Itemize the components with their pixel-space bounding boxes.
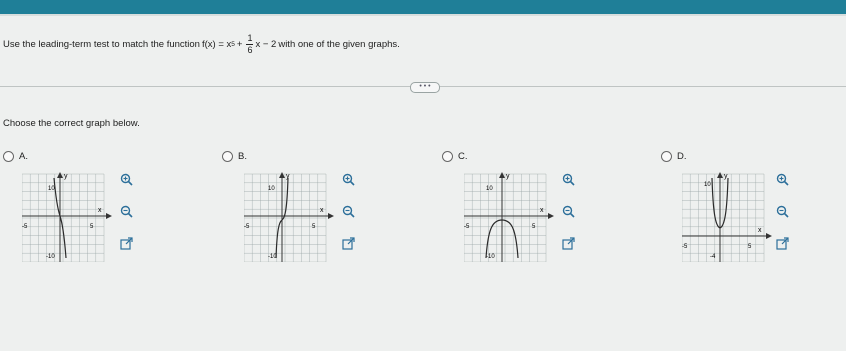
zoom-in-icon[interactable] [342, 173, 355, 186]
graph-a-y-label: y [64, 173, 68, 180]
graph-b-y-bottom: -10 [268, 254, 277, 260]
graph-a-y-top: 10 [48, 186, 55, 192]
radio-b[interactable] [222, 151, 233, 162]
graph-c-y-top: 10 [486, 186, 493, 192]
question-outro: with one of the given graphs. [278, 39, 400, 50]
graph-d-y-bottom: -4 [710, 254, 716, 260]
graph-a-grid [22, 174, 104, 262]
open-graph-icon[interactable] [776, 237, 789, 250]
graph-c-y-arrow [499, 172, 505, 178]
function-fraction [246, 34, 253, 55]
option-a-label: A. [19, 151, 28, 162]
graph-b-x-label: x [320, 207, 324, 214]
option-d[interactable] [661, 151, 687, 162]
radio-a[interactable] [3, 151, 14, 162]
expand-button[interactable]: • • • [410, 82, 440, 93]
option-b-label: B. [238, 151, 247, 162]
graph-c-x-left: -5 [464, 224, 470, 230]
graph-d-x-left: -5 [682, 244, 688, 250]
graph-c-y-label: y [506, 173, 510, 180]
graph-a-x-arrow [106, 213, 112, 219]
function-expression [202, 34, 276, 55]
open-graph-icon[interactable] [120, 237, 133, 250]
graph-b-y-top: 10 [268, 186, 275, 192]
function-exponent: 5 [231, 41, 235, 48]
prompt-text: Choose the correct graph below. [3, 118, 140, 129]
graph-b[interactable] [244, 170, 334, 262]
zoom-in-icon[interactable] [562, 173, 575, 186]
option-d-label: D. [677, 151, 687, 162]
option-c-label: C. [458, 151, 468, 162]
graph-b-x-right: 5 [312, 224, 316, 230]
graph-a-y-bottom: -10 [46, 254, 55, 260]
graph-d-x-right: 5 [748, 244, 752, 250]
graph-d-x-label: x [758, 227, 762, 234]
graph-b-grid [244, 174, 326, 262]
zoom-in-icon[interactable] [776, 173, 789, 186]
question-text [3, 34, 400, 55]
zoom-in-icon[interactable] [120, 173, 133, 186]
graph-d[interactable] [682, 170, 772, 262]
option-c[interactable] [442, 151, 468, 162]
graph-d-grid [682, 174, 764, 262]
zoom-out-icon[interactable] [120, 205, 133, 218]
graph-c-x-label: x [540, 207, 544, 214]
fraction-denominator: 6 [247, 45, 253, 55]
option-b[interactable] [222, 151, 247, 162]
graph-d-x-arrow [766, 233, 772, 239]
fraction-numerator: 1 [247, 33, 253, 43]
graph-a[interactable] [22, 170, 112, 262]
open-graph-icon[interactable] [342, 237, 355, 250]
graph-b-x-left: -5 [244, 224, 250, 230]
top-bar-divider [0, 14, 846, 16]
top-bar [0, 0, 846, 14]
radio-d[interactable] [661, 151, 672, 162]
graph-b-y-label: y [286, 173, 290, 180]
function-rest: x − 2 [255, 39, 277, 50]
graph-a-y-arrow [57, 172, 63, 178]
graph-d-y-label: y [724, 173, 728, 180]
graph-b-x-arrow [328, 213, 334, 219]
option-a[interactable] [3, 151, 28, 162]
open-graph-icon[interactable] [562, 237, 575, 250]
radio-c[interactable] [442, 151, 453, 162]
graph-b-y-arrow [279, 172, 285, 178]
graph-c-grid [464, 174, 546, 262]
graph-d-y-top: 10 [704, 182, 711, 188]
graph-a-x-right: 5 [90, 224, 94, 230]
graph-d-y-arrow [717, 172, 723, 178]
graph-c[interactable] [464, 170, 554, 262]
zoom-out-icon[interactable] [342, 205, 355, 218]
graph-c-x-arrow [548, 213, 554, 219]
zoom-out-icon[interactable] [776, 205, 789, 218]
graph-a-x-label: x [98, 207, 102, 214]
question-intro: Use the leading-term test to match the function [3, 39, 200, 50]
function-plus: + [236, 39, 243, 50]
graph-a-x-left: -5 [22, 224, 28, 230]
zoom-out-icon[interactable] [562, 205, 575, 218]
function-lhs: f(x) = x [201, 39, 232, 50]
graph-c-y-bottom: -10 [486, 254, 495, 260]
graph-c-x-right: 5 [532, 224, 536, 230]
